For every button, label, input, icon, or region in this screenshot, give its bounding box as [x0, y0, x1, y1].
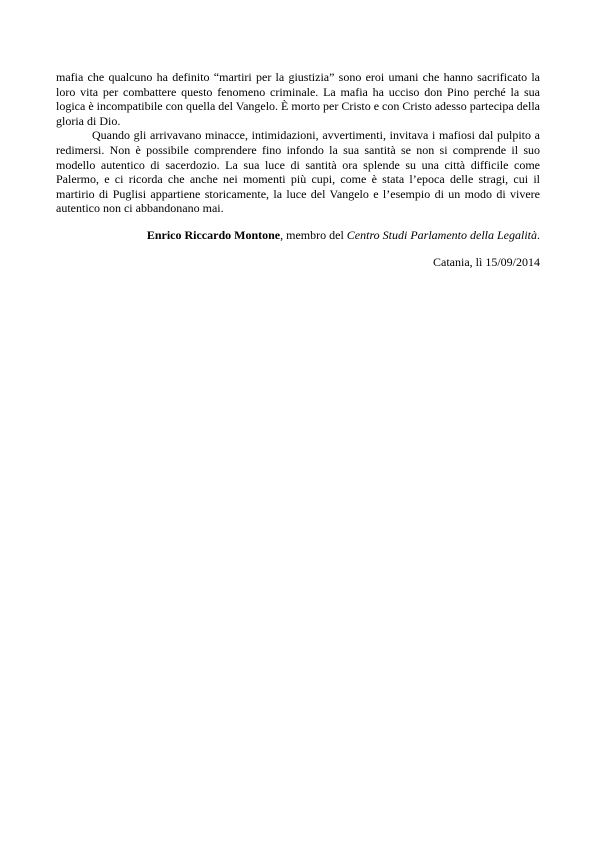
- paragraph-1: mafia che qualcuno ha definito “martiri per la giustizia” sono eroi umani che hanno sacrificato la loro vita per combattere questo fenomeno criminale. La mafia ha ucciso don Pino perché la sua logica è incompatibile con quella del Vangelo. È morto per Cristo e con Cristo adesso partecipa della gloria di Dio.: [56, 70, 540, 128]
- author-name: Enrico Riccardo Montone: [146, 227, 281, 242]
- place-date: Catania, lì 15/09/2014: [433, 254, 540, 269]
- organization-name: Centro Studi Parlamento della Legalità: [346, 227, 537, 242]
- document-page: [56, 70, 540, 269]
- signature-line: [56, 228, 540, 243]
- paragraph-2: Quando gli arrivavano minacce, intimidazioni, avvertimenti, invitava i mafiosi dal pulpito a redimersi. Non è possibile comprendere fino infondo la sua santità se non si comprende il suo modello autentico di sacerdozio. La sua luce di santità ora splende su una città difficile come Palermo, e ci ricorda che anche nei momenti più cupi, come è stata l’epoca delle stragi, cui il martirio di Puglisi appartiene storicamente, la luce del Vangelo e l’esempio di un modo di vivere autentico non ci abbandonano mai.: [56, 128, 540, 216]
- signature-suffix: .: [537, 227, 540, 242]
- author-role-prefix: , membro del: [280, 227, 347, 242]
